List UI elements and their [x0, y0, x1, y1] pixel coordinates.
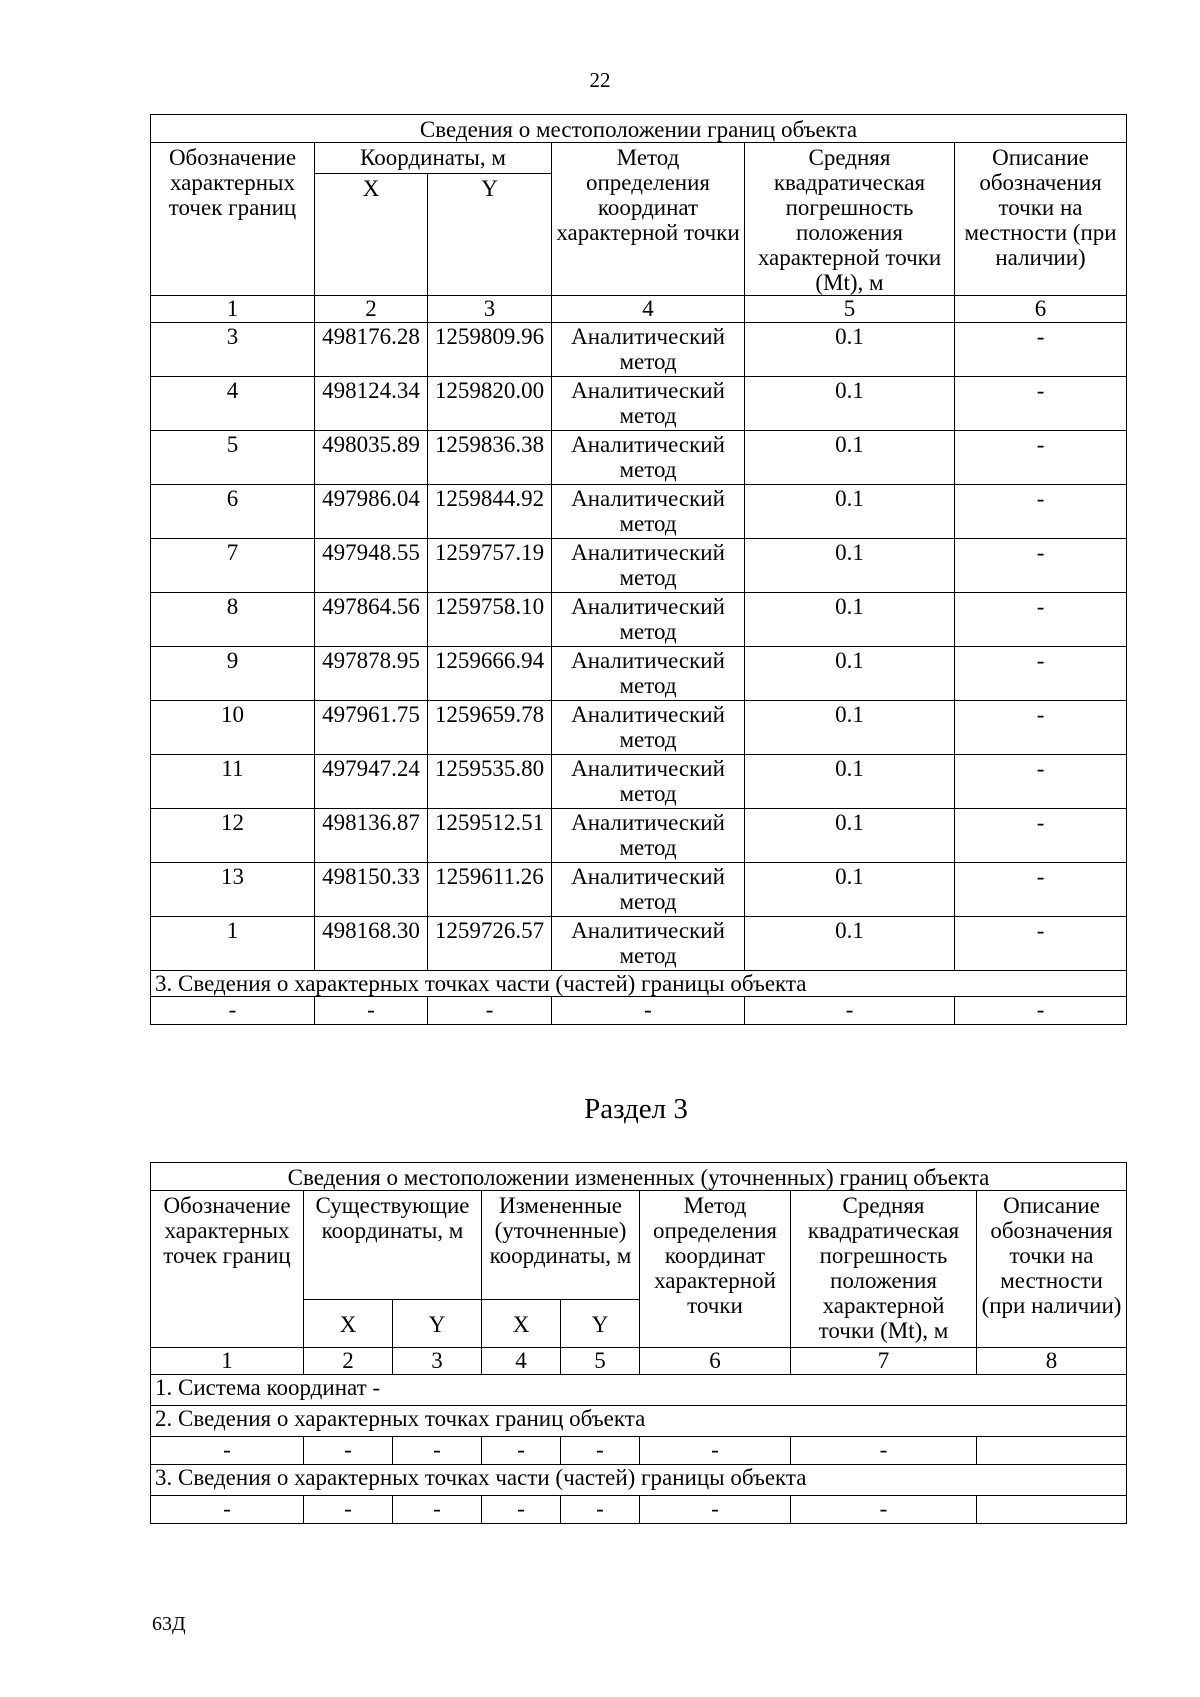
- header-x: X: [482, 1300, 561, 1348]
- cell-method: Аналитический метод: [552, 485, 745, 539]
- header-method: Метод определения координат характерной точки: [552, 143, 745, 296]
- cell-method: Аналитический метод: [552, 755, 745, 809]
- parts-row: [151, 1496, 1127, 1524]
- cell-error: 0.1: [745, 647, 955, 701]
- cell-x: 497878.95: [315, 647, 428, 701]
- cell-description: -: [955, 485, 1127, 539]
- column-numbers-row: [151, 1348, 1127, 1375]
- cell-method: Аналитический метод: [552, 593, 745, 647]
- table-row: [151, 755, 1127, 809]
- header-description: Описание обозначения точки на местности (при наличии): [977, 1191, 1127, 1348]
- cell-error: 0.1: [745, 809, 955, 863]
- table-cell: [977, 1437, 1127, 1465]
- table-cell: -: [393, 1437, 482, 1465]
- cell-y: 1259611.26: [428, 863, 552, 917]
- header-error: Средняя квадратическая погрешность положения характерной точки (Mt), м: [745, 143, 955, 296]
- cell-description: -: [955, 323, 1127, 377]
- header-x: X: [304, 1300, 393, 1348]
- table-cell: -: [561, 1496, 640, 1524]
- column-number: 4: [482, 1348, 561, 1375]
- cell-method: Аналитический метод: [552, 539, 745, 593]
- footer-code: 63Д: [152, 1613, 186, 1635]
- table-row: [151, 863, 1127, 917]
- cell-description: -: [955, 377, 1127, 431]
- header-point-designation: Обозначение характерных точек границ: [151, 1191, 304, 1348]
- cell-error: 0.1: [745, 431, 955, 485]
- cell-y: 1259844.92: [428, 485, 552, 539]
- cell-y: 1259836.38: [428, 431, 552, 485]
- table-cell: -: [791, 1496, 977, 1524]
- cell-point: 9: [151, 647, 315, 701]
- column-number: 6: [640, 1348, 791, 1375]
- cell-x: 498136.87: [315, 809, 428, 863]
- boundary-points-heading: 2. Сведения о характерных точках границ объекта: [151, 1406, 1127, 1437]
- header-method: Метод определения координат характерной точки: [640, 1191, 791, 1348]
- table-cell: -: [791, 1437, 977, 1465]
- cell-x: 497864.56: [315, 593, 428, 647]
- cell-point: 10: [151, 701, 315, 755]
- table-title: Сведения о местоположении границ объекта: [151, 115, 1127, 143]
- boundary-points-row: [151, 1437, 1127, 1465]
- table-row: [151, 809, 1127, 863]
- column-numbers-row: [151, 296, 1127, 323]
- cell-x: 498124.34: [315, 377, 428, 431]
- cell-x: 497961.75: [315, 701, 428, 755]
- cell-description: -: [955, 431, 1127, 485]
- cell-method: Аналитический метод: [552, 917, 745, 971]
- table-row: [151, 323, 1127, 377]
- cell-point: 11: [151, 755, 315, 809]
- table-row: [151, 917, 1127, 971]
- cell-point: 12: [151, 809, 315, 863]
- cell-point: 5: [151, 431, 315, 485]
- cell-error: 0.1: [745, 539, 955, 593]
- cell-method: Аналитический метод: [552, 377, 745, 431]
- cell-method: Аналитический метод: [552, 323, 745, 377]
- column-number: 3: [428, 296, 552, 323]
- cell-error: 0.1: [745, 593, 955, 647]
- cell-x: 497948.55: [315, 539, 428, 593]
- cell-y: 1259758.10: [428, 593, 552, 647]
- table-cell: -: [482, 1496, 561, 1524]
- cell-point: 3: [151, 323, 315, 377]
- header-error: Средняя квадратическая погрешность положения характерной точки (Mt), м: [791, 1191, 977, 1348]
- header-description: Описание обозначения точки на местности (при наличии): [955, 143, 1127, 296]
- cell-y: 1259535.80: [428, 755, 552, 809]
- cell-y: 1259820.00: [428, 377, 552, 431]
- table-cell: -: [151, 997, 315, 1025]
- cell-x: 498150.33: [315, 863, 428, 917]
- cell-point: 8: [151, 593, 315, 647]
- column-number: 3: [393, 1348, 482, 1375]
- header-y: Y: [561, 1300, 640, 1348]
- table-row: [151, 539, 1127, 593]
- boundaries-table: [150, 114, 1127, 1025]
- cell-description: -: [955, 755, 1127, 809]
- column-number: 1: [151, 296, 315, 323]
- cell-y: 1259726.57: [428, 917, 552, 971]
- cell-error: 0.1: [745, 377, 955, 431]
- cell-method: Аналитический метод: [552, 431, 745, 485]
- table-row: [151, 593, 1127, 647]
- header-existing-coordinates: Существующие координаты, м: [304, 1191, 482, 1300]
- cell-x: 498176.28: [315, 323, 428, 377]
- table-cell: -: [304, 1496, 393, 1524]
- column-number: 6: [955, 296, 1127, 323]
- cell-error: 0.1: [745, 485, 955, 539]
- cell-y: 1259809.96: [428, 323, 552, 377]
- parts-heading: 3. Сведения о характерных точках части (частей) границы объекта: [151, 971, 1127, 997]
- table-cell: -: [640, 1437, 791, 1465]
- table-cell: -: [561, 1437, 640, 1465]
- cell-point: 4: [151, 377, 315, 431]
- table-cell: -: [955, 997, 1127, 1025]
- cell-description: -: [955, 647, 1127, 701]
- cell-point: 1: [151, 917, 315, 971]
- table-cell: -: [151, 1496, 304, 1524]
- cell-error: 0.1: [745, 755, 955, 809]
- cell-description: -: [955, 593, 1127, 647]
- table-cell: -: [640, 1496, 791, 1524]
- table-row: [151, 701, 1127, 755]
- cell-method: Аналитический метод: [552, 647, 745, 701]
- cell-y: 1259512.51: [428, 809, 552, 863]
- cell-point: 13: [151, 863, 315, 917]
- cell-description: -: [955, 701, 1127, 755]
- table-row: [151, 431, 1127, 485]
- table-cell: -: [745, 997, 955, 1025]
- table-cell: -: [304, 1437, 393, 1465]
- cell-y: 1259757.19: [428, 539, 552, 593]
- cell-error: 0.1: [745, 701, 955, 755]
- cell-error: 0.1: [745, 863, 955, 917]
- header-x: X: [315, 174, 428, 296]
- cell-x: 498168.30: [315, 917, 428, 971]
- column-number: 5: [745, 296, 955, 323]
- table-title: Сведения о местоположении измененных (уточненных) границ объекта: [151, 1163, 1127, 1191]
- cell-description: -: [955, 539, 1127, 593]
- section-heading: Раздел 3: [584, 1093, 688, 1125]
- table-row: [151, 647, 1127, 701]
- header-point-designation: Обозначение характерных точек границ: [151, 143, 315, 296]
- column-number: 4: [552, 296, 745, 323]
- cell-method: Аналитический метод: [552, 809, 745, 863]
- cell-point: 7: [151, 539, 315, 593]
- table-cell: -: [393, 1496, 482, 1524]
- cell-description: -: [955, 863, 1127, 917]
- column-number: 2: [304, 1348, 393, 1375]
- cell-error: 0.1: [745, 917, 955, 971]
- cell-x: 498035.89: [315, 431, 428, 485]
- column-number: 1: [151, 1348, 304, 1375]
- cell-point: 6: [151, 485, 315, 539]
- cell-x: 497947.24: [315, 755, 428, 809]
- parts-row: [151, 997, 1127, 1025]
- column-number: 8: [977, 1348, 1127, 1375]
- table-row: [151, 377, 1127, 431]
- table-cell: -: [315, 997, 428, 1025]
- table-cell: [977, 1496, 1127, 1524]
- header-changed-coordinates: Измененные (уточненные) координаты, м: [482, 1191, 640, 1300]
- cell-error: 0.1: [745, 323, 955, 377]
- coord-system-row: 1. Система координат -: [151, 1375, 1127, 1406]
- header-y: Y: [393, 1300, 482, 1348]
- cell-y: 1259666.94: [428, 647, 552, 701]
- cell-description: -: [955, 809, 1127, 863]
- column-number: 2: [315, 296, 428, 323]
- cell-method: Аналитический метод: [552, 701, 745, 755]
- cell-x: 497986.04: [315, 485, 428, 539]
- table-row: [151, 485, 1127, 539]
- table-cell: -: [482, 1437, 561, 1465]
- table-cell: -: [428, 997, 552, 1025]
- boundary-points-body: [151, 323, 1127, 971]
- cell-y: 1259659.78: [428, 701, 552, 755]
- header-y: Y: [428, 174, 552, 296]
- column-number: 5: [561, 1348, 640, 1375]
- page-number: 22: [589, 68, 611, 92]
- cell-description: -: [955, 917, 1127, 971]
- table-cell: -: [552, 997, 745, 1025]
- header-coordinates: Координаты, м: [315, 143, 552, 174]
- parts-heading: 3. Сведения о характерных точках части (частей) границы объекта: [151, 1465, 1127, 1496]
- changed-boundaries-table: [150, 1162, 1127, 1524]
- cell-method: Аналитический метод: [552, 863, 745, 917]
- column-number: 7: [791, 1348, 977, 1375]
- table-cell: -: [151, 1437, 304, 1465]
